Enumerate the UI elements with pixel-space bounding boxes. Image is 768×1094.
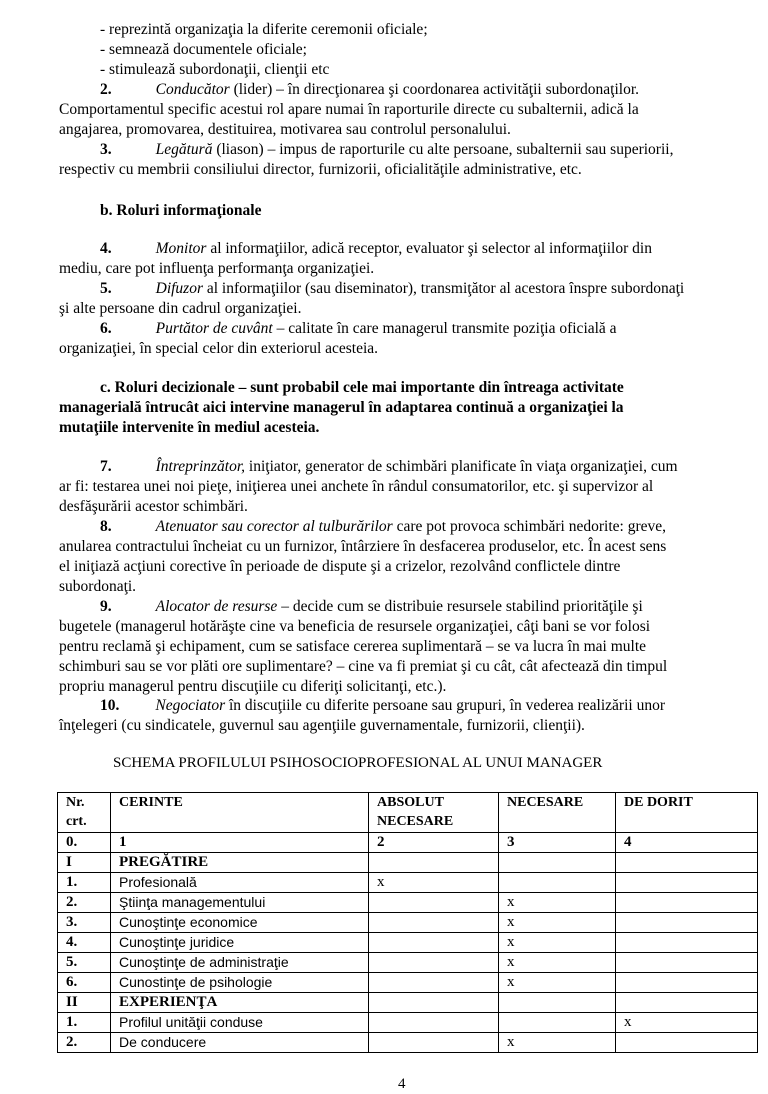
role-text: bugetele (managerul hotărăşte cine va beneficia de resursele organizaţiei, câţi bani se vor folosi [59,618,651,635]
role-text: angajarea, promovarea, destituirea, motivarea sau controlul personalului. [59,121,511,138]
role-text: propriu managerul pentru discuţiile cu diferiţi solicitanţi, etc.). [59,678,447,695]
table-row [58,913,758,933]
index-cell: 2 [369,833,499,853]
mark-absolut [369,953,499,973]
mark-de-dorit [616,933,758,953]
table-row [58,933,758,953]
header-cell-necesare: NECESARE [499,793,616,833]
section-heading: mutaţiile intervenite în mediul acesteia. [59,419,320,436]
index-cell: 4 [616,833,758,853]
mark-absolut: x [369,873,499,893]
row-label: Profesională [111,873,369,893]
role-text: desfăşurării acestor schimbări. [59,498,248,515]
mark-de-dorit: x [616,1013,758,1033]
mark-necesare: x [499,953,616,973]
table-title: SCHEMA PROFILULUI PSIHOSOCIOPROFESIONAL AL UNUI MANAGER [113,755,603,771]
role-text: subordonaţi. [59,578,137,595]
row-label: Profilul unităţii conduse [111,1013,369,1033]
role-item [100,597,643,617]
role-text: – calitate în care managerul transmite poziţia oficială a [272,320,617,337]
intro-line: - stimulează subordonaţii, clienţii etc [100,61,330,78]
role-text: el iniţiază acţiuni corective în perioade de dispute şi a crizelor, rezolvând conflictele dintre [59,558,621,575]
role-term: Legătură [155,141,213,158]
row-number: 6. [58,973,111,993]
role-number: 8. [100,518,112,535]
role-term: Difuzor [155,280,203,297]
role-number: 10. [100,697,120,714]
row-number: 4. [58,933,111,953]
index-cell: 3 [499,833,616,853]
role-number: 6. [100,320,112,337]
header-cell-cerinte: CERINTE [111,793,369,833]
role-text: schimburi sau se vor plăti ore suplimentare? – cine va fi premiat şi cu cât, cât afectează din timpul [59,658,668,675]
mark-de-dorit [616,993,758,1013]
index-cell: 0. [58,833,111,853]
mark-absolut [369,853,499,873]
row-label: Cunoştinţe de administraţie [111,953,369,973]
role-text: mediu, care pot influenţa performanţa organizaţiei. [59,260,375,277]
role-number: 3. [100,141,112,158]
mark-de-dorit [616,853,758,873]
mark-necesare: x [499,973,616,993]
row-label: PREGĂTIRE [111,853,369,873]
role-text: respectiv cu membrii consiliului director, furnizorii, oficialităţile administrative, etc. [59,161,582,178]
mark-absolut [369,1013,499,1033]
mark-necesare: x [499,1033,616,1053]
page-number: 4 [398,1076,406,1092]
row-label: EXPERIENŢA [111,993,369,1013]
role-term: Purtător de cuvânt [155,320,273,337]
role-item [100,457,678,477]
role-term: Conducător [155,81,230,98]
table-section-row [58,853,758,873]
mark-necesare: x [499,913,616,933]
role-number: 9. [100,598,112,615]
role-number: 2. [100,81,112,98]
mark-de-dorit [616,893,758,913]
mark-necesare [499,853,616,873]
row-number: 1. [58,873,111,893]
role-text: ar fi: testarea unei noi pieţe, iniţierea unei anchete în rândul consumatorilor, etc. şi supervizor al [59,478,654,495]
mark-necesare [499,873,616,893]
role-text: – decide cum se distribuie resursele stabilind priorităţile şi [277,598,643,615]
row-label: De conducere [111,1033,369,1053]
mark-de-dorit [616,1033,758,1053]
header-cell-absolut: ABSOLUT NECESARE [369,793,499,833]
role-item [100,279,684,299]
table-row [58,1033,758,1053]
row-label: Ştiinţa managementului [111,893,369,913]
role-term: Negociator [155,697,226,714]
section-heading: b. Roluri informaţionale [100,202,262,219]
mark-absolut [369,993,499,1013]
role-text: (liason) – impus de raporturile cu alte persoane, subalternii sau superiorii, [212,141,674,158]
table-row [58,953,758,973]
mark-absolut [369,1033,499,1053]
role-number: 5. [100,280,112,297]
role-text: şi alte persoane din cadrul organizaţiei. [59,300,302,317]
role-text: înţelegeri (cu sindicatele, guvernul sau agenţiile guvernamentale, furnizorii, clienţii). [59,717,585,734]
role-text: organizaţiei, în special celor din exteriorul acesteia. [59,340,379,357]
role-item [100,319,617,339]
table-row [58,893,758,913]
role-text: pentru reclamă şi echipament, cum se satisface cererea suplimentară – se va lucra în mai multe [59,638,647,655]
mark-absolut [369,973,499,993]
header-cell-nr: Nr. crt. [58,793,111,833]
index-cell: 1 [111,833,369,853]
role-text: în discuţiile cu diferite persoane sau grupuri, în vederea realizării unor [225,697,665,714]
role-text: anularea contractului încheiat cu un furnizor, întârziere în desfacerea produselor, etc. În acest sens [59,538,667,555]
table-header-row [58,793,758,833]
row-number: 2. [58,1033,111,1053]
section-heading: c. Roluri decizionale – sunt probabil cele mai importante din întreaga activitate [100,379,624,396]
row-number: 1. [58,1013,111,1033]
table-row [58,973,758,993]
mark-necesare [499,993,616,1013]
table-index-row [58,833,758,853]
section-heading: managerială întrucât aici intervine managerul în adaptarea continuă a organizaţiei la [59,399,624,416]
mark-absolut [369,893,499,913]
role-item [100,239,652,259]
table-row [58,873,758,893]
role-item [100,140,673,160]
mark-de-dorit [616,913,758,933]
row-number: 3. [58,913,111,933]
row-number: 2. [58,893,111,913]
role-term: Atenuator sau corector al tulburărilor [155,518,393,535]
header-cell-de-dorit: DE DORIT [616,793,758,833]
mark-necesare: x [499,893,616,913]
role-text: (lider) – în direcţionarea şi coordonarea activităţii subordonaţilor. [229,81,639,98]
mark-de-dorit [616,873,758,893]
role-text: iniţiator, generator de schimbări planificate în viaţa organizaţiei, cum [245,458,678,475]
row-number: II [58,993,111,1013]
role-term: Alocator de resurse [155,598,278,615]
mark-de-dorit [616,973,758,993]
mark-absolut [369,913,499,933]
mark-necesare [499,1013,616,1033]
role-number: 7. [100,458,112,475]
intro-line: - reprezintă organizaţia la diferite ceremonii oficiale; [100,21,428,38]
role-text: Comportamentul specific acestui rol apare numai în raporturile directe cu subalternii, adică la [59,101,639,118]
role-term: Întreprinzător, [155,458,246,475]
row-label: Cunoştinţe juridice [111,933,369,953]
mark-de-dorit [616,953,758,973]
row-number: I [58,853,111,873]
role-text: al informaţiilor (sau diseminator), transmiţător al acestora înspre subordonaţi [203,280,685,297]
role-text: al informaţiilor, adică receptor, evaluator şi selector al informaţiilor din [206,240,652,257]
table-row [58,1013,758,1033]
role-item [100,696,665,716]
mark-absolut [369,933,499,953]
role-text: care pot provoca schimbări nedorite: greve, [392,518,667,535]
row-label: Cunostinţe de psihologie [111,973,369,993]
row-number: 5. [58,953,111,973]
role-number: 4. [100,240,112,257]
row-label: Cunoştinţe economice [111,913,369,933]
intro-line: - semnează documentele oficiale; [100,41,307,58]
profile-table [57,792,758,1053]
table-section-row [58,993,758,1013]
role-item [100,517,666,537]
mark-necesare: x [499,933,616,953]
role-term: Monitor [155,240,207,257]
role-item [100,80,639,100]
